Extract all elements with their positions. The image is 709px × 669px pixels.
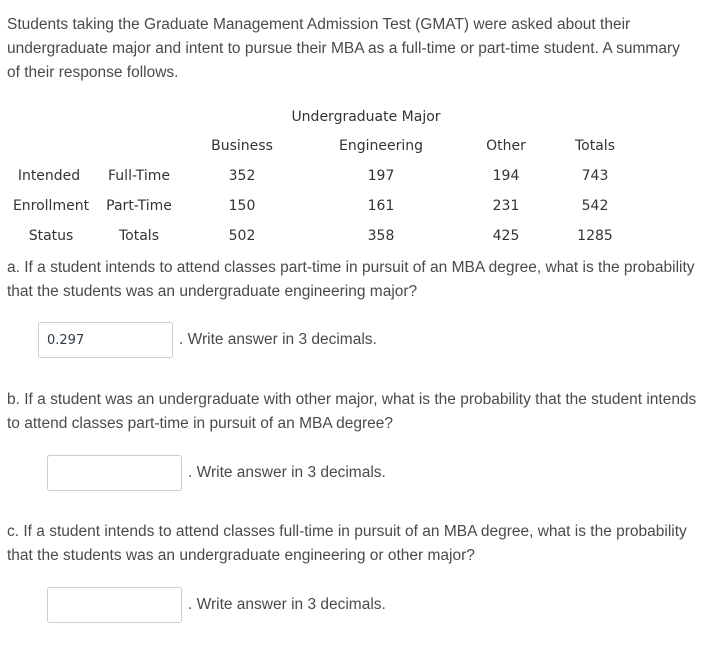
answer-hint-c: . Write answer in 3 decimals. [188, 596, 386, 613]
table-cell: 743 [581, 168, 609, 184]
question-c-text: c. If a student intends to attend classes full-time in pursuit of an MBA degree, what is the probability that the students was an undergraduate engineering or other major? [7, 523, 687, 564]
col-header-totals: Totals [575, 138, 615, 154]
col-header-engineering: Engineering [339, 138, 423, 154]
table-cell: 542 [581, 198, 609, 214]
answer-hint-a: . Write answer in 3 decimals. [179, 331, 377, 348]
row-group-label-intended: Intended [17, 168, 81, 184]
answer-row-a [38, 322, 377, 358]
table-cell: 231 [492, 198, 520, 214]
table-cell: 150 [228, 198, 256, 214]
table-cell: 425 [492, 228, 520, 244]
table-cell: 358 [367, 228, 395, 244]
intro-text: Students taking the Graduate Management Admission Test (GMAT) were asked about their undergraduate major and intent to pursue their MBA as a full-time or part-time student. A summary of their response follows. [7, 16, 680, 81]
table-cell: 197 [367, 168, 395, 184]
table-cell: 502 [228, 228, 256, 244]
question-b-text: b. If a student was an undergraduate with other major, what is the probability that the student intends to attend classes part-time in pursuit of an MBA degree? [7, 391, 697, 432]
col-header-business: Business [211, 138, 273, 154]
row-group-label-enrollment: Enrollment [12, 198, 90, 214]
answer-row-b [47, 455, 386, 491]
col-header-other: Other [486, 138, 526, 154]
table-group-header: Undergraduate Major [291, 109, 441, 125]
row-label-part-time: Part-Time [106, 198, 172, 214]
table-cell: 194 [492, 168, 520, 184]
row-label-totals: Totals [119, 228, 159, 244]
answer-hint-b: . Write answer in 3 decimals. [188, 464, 386, 481]
row-group-label-status: Status [28, 228, 74, 244]
table-cell: 161 [367, 198, 395, 214]
question-a-text: a. If a student intends to attend classes part-time in pursuit of an MBA degree, what is the probability that the students was an undergraduate engineering major? [7, 259, 695, 300]
answer-row-c [47, 587, 386, 623]
answer-input-b[interactable] [47, 455, 182, 491]
answer-input-c[interactable] [47, 587, 182, 623]
table-cell: 1285 [577, 228, 613, 244]
answer-input-a[interactable] [38, 322, 173, 358]
table-cell: 352 [228, 168, 256, 184]
row-label-full-time: Full-Time [108, 168, 170, 184]
